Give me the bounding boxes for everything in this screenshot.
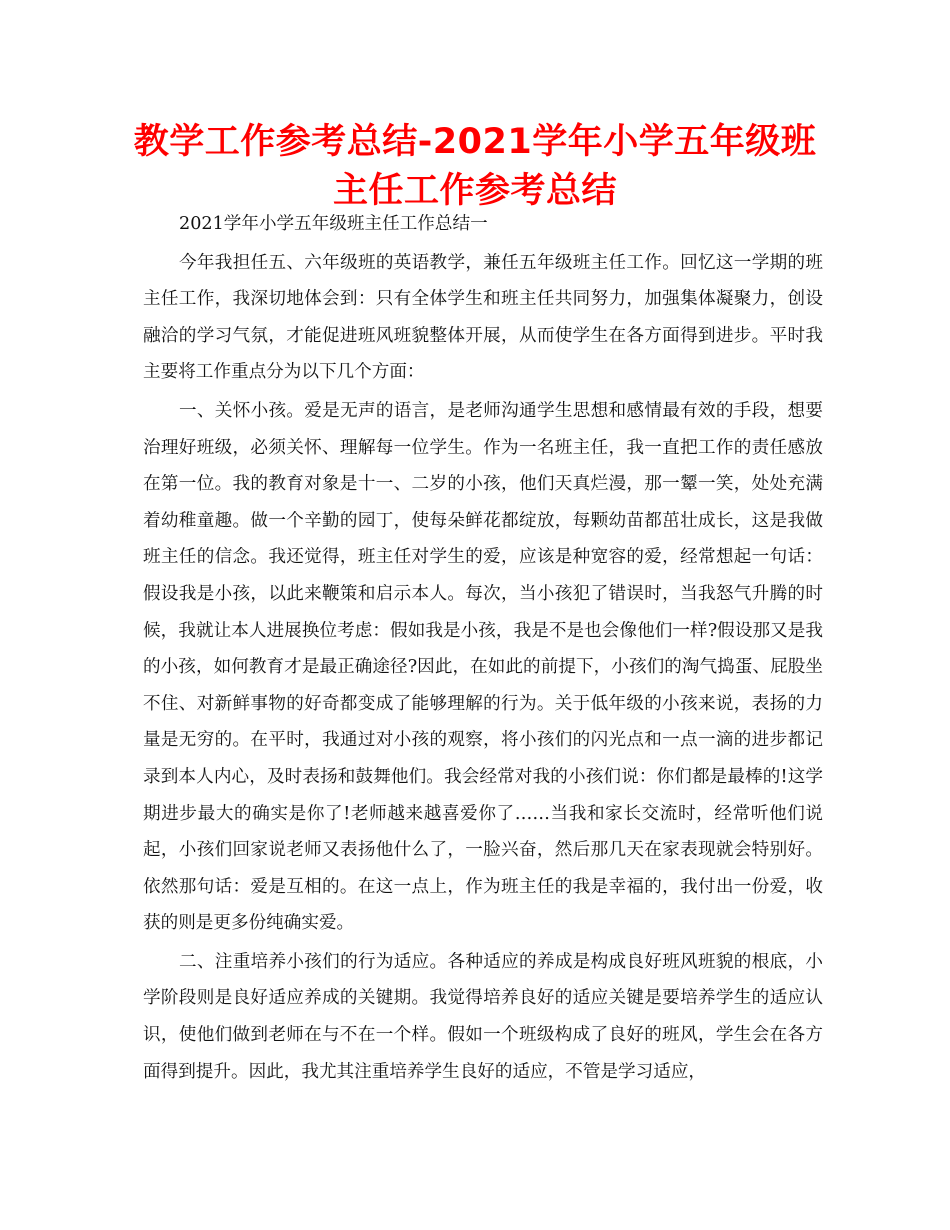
paragraph: 一、关怀小孩。爱是无声的语言，是老师沟通学生思想和感情最有效的手段，想要治理好班级，必须关怀、理解每一位学生。作为一名班主任，我一直把工作的责任感放在第一位。我的教育对象是十一、二岁的小孩，他们天真烂漫，那一颦一笑，处处充满着幼稚童趣。做一个辛勤的园丁，使每朵鲜花都绽放，每颗幼苗都茁壮成长，这是我做班主任的信念。我还觉得，班主任对学生的爱，应该是种宽容的爱，经常想起一句话：假设我是小孩，以此来鞭策和启示本人。每次，当小孩犯了错误时，当我怒气升腾的时候，我就让本人进展换位考虑：假如我是小孩，我是不是也会像他们一样?假设那又是我的小孩，如何教育才是最正确途径?因此，在如此的前提下，小孩们的淘气捣蛋、屁股坐不住、对新鲜事物的好奇都变成了能够理解的行为。关于低年级的小孩来说，表扬的力量是无穷的。在平时，我通过对小孩的观察，将小孩们的闪光点和一点一滴的进步都记录到本人内心，及时表扬和鼓舞他们。我会经常对我的小孩们说：你们都是最棒的!这学期进步最大的确实是你了!老师越来越喜爱你了……当我和家长交流时，经常听他们说起，小孩们回家说老师又表扬他什么了，一脸兴奋，然后那几天在家表现就会特别好。依然那句话：爱是互相的。在这一点上，作为班主任的我是幸福的，我付出一份爱，收获的则是更多份纯确实爱。 [143,400,823,934]
paragraph: 二、注重培养小孩们的行为适应。各种适应的养成是构成良好班风班貌的根底，小学阶段则是良好适应养成的关键期。我觉得培养良好的适应关键是要培养学生的适应认识，使他们做到老师在与不在一个样。假如一个班级构成了良好的班风，学生会在各方面得到提升。因此，我尤其注重培养学生良好的适应，不管是学习适应， [143,951,823,1082]
document-body [143,206,823,1092]
document-subtitle: 2021学年小学五年级班主任工作总结一 [179,214,488,234]
document-title: 教学工作参考总结-2021学年小学五年级班主任工作参考总结 [133,122,817,211]
paragraph: 今年我担任五、六年级班的英语教学，兼任五年级班主任工作。回忆这一学期的班主任工作，我深切地体会到：只有全体学生和班主任共同努力，加强集体凝聚力，创设融洽的学习气氛，才能促进班风班貌整体开展，从而使学生在各方面得到进步。平时我主要将工作重点分为以下几个方面： [143,252,823,383]
